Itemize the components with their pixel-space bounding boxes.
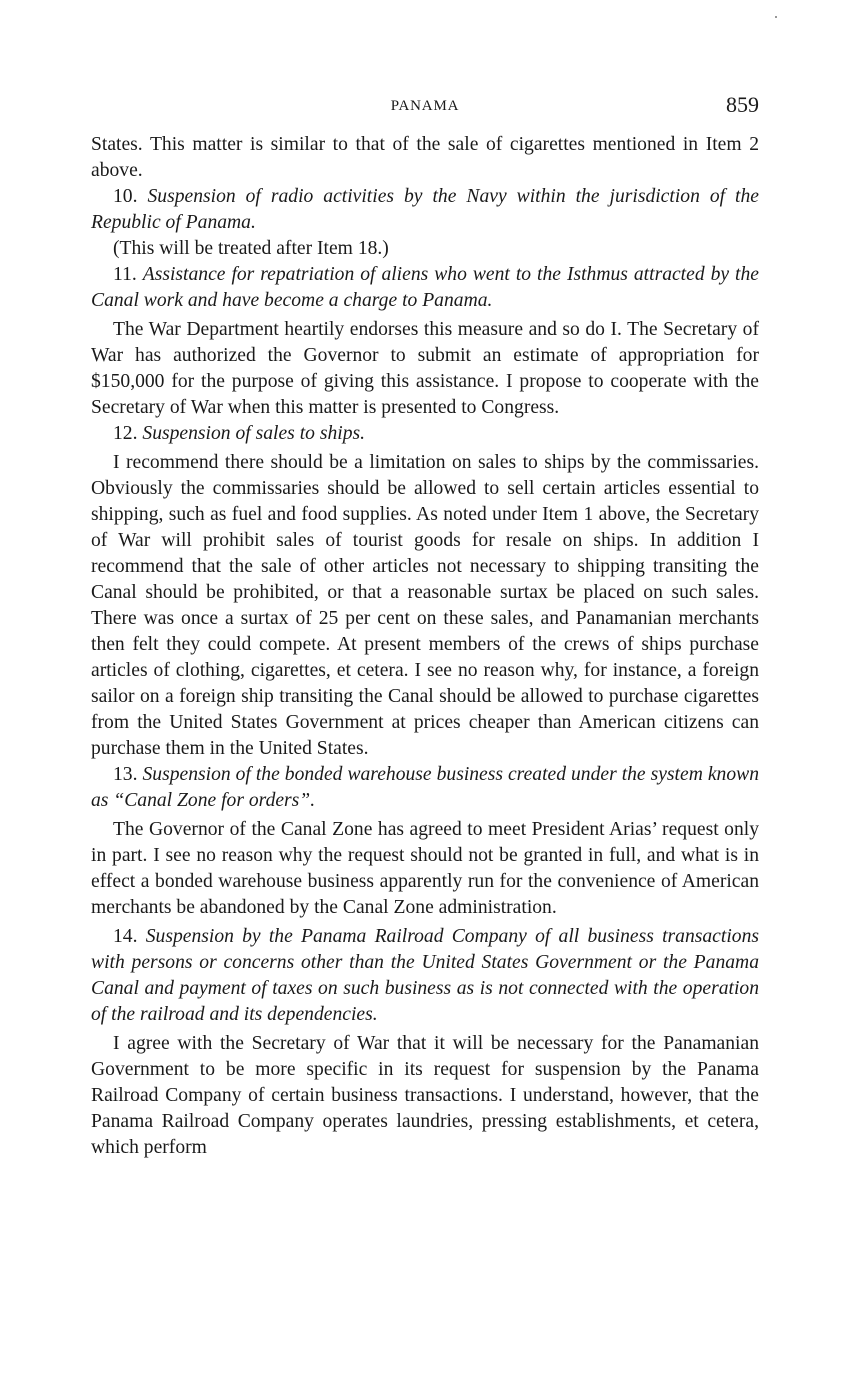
item-10-title: Suspension of radio activities by the Navy within the jurisdiction of the Republic of Panama. bbox=[91, 186, 759, 233]
item-14-paragraph: I agree with the Secretary of War that it will be necessary for the Panamanian Government to be more specific in its request for suspension by the Panama Railroad Company of certain business transactions. I understand, however, that the Panama Railroad Company operates laundries, pressing establishments, et cetera, which perform bbox=[91, 1033, 759, 1158]
item-14-number: 14. bbox=[113, 926, 138, 947]
item-10-note: (This will be treated after Item 18.) bbox=[113, 238, 389, 259]
scan-speck bbox=[775, 16, 777, 18]
item-13-paragraph: The Governor of the Canal Zone has agreed to meet President Arias’ request only in part. I see no reason why the request should not be granted in full, and what is in effect a bonded warehouse business apparently run for the convenience of American merchants be abandoned by the Canal Zone administration. bbox=[91, 819, 759, 918]
item-10-number: 10. bbox=[113, 186, 138, 207]
running-header bbox=[91, 92, 759, 124]
item-11-number: 11. bbox=[113, 264, 137, 285]
item-11-paragraph: The War Department heartily endorses this measure and so do I. The Secretary of War has authorized the Governor to submit an estimate of appropriation for $150,000 for the purpose of giving this assistance. I propose to cooperate with the Secretary of War when this matter is presented to Congress. bbox=[91, 319, 759, 418]
document-body bbox=[91, 132, 759, 1161]
item-12-heading bbox=[91, 421, 759, 447]
item-10-heading bbox=[91, 184, 759, 236]
item-11-title: Assistance for repatriation of aliens who went to the Isthmus attracted by the Canal work and have become a charge to Panama. bbox=[91, 264, 759, 311]
item-12-number: 12. bbox=[113, 423, 138, 444]
document-page bbox=[91, 92, 759, 1161]
running-title: PANAMA bbox=[390, 98, 460, 114]
item-14-title: Suspension by the Panama Railroad Company of all business transactions with persons or concerns other than the United States Government or the Panama Canal and payment of taxes on such business as is not connected with the operation of the railroad and its dependencies. bbox=[91, 926, 759, 1025]
item-13-heading bbox=[91, 762, 759, 814]
page-number: 859 bbox=[726, 92, 759, 117]
item-11-heading bbox=[91, 262, 759, 314]
item-13-number: 13. bbox=[113, 764, 138, 785]
item-13-title: Suspension of the bonded warehouse business created under the system known as “Canal Zone for orders”. bbox=[91, 764, 759, 811]
continuation-paragraph: States. This matter is similar to that of the sale of cigarettes mentioned in Item 2 above. bbox=[91, 134, 759, 181]
item-12-title: Suspension of sales to ships. bbox=[142, 423, 366, 444]
item-14-heading bbox=[91, 924, 759, 1028]
item-12-paragraph: I recommend there should be a limitation on sales to ships by the commissaries. Obviously the commissaries should be allowed to sell certain articles essential to shipping, such as fuel and food supplies. As noted under Item 1 above, the Secretary of War will prohibit sales of tourist goods for resale on ships. In addition I recommend that the sale of other articles not necessary to shipping transiting the Canal should be prohibited, or that a reasonable surtax be placed on such sales. There was once a surtax of 25 per cent on these sales, and Panamanian merchants then felt they could compete. At present members of the crews of ships purchase articles of clothing, cigarettes, et cetera. I see no reason why, for instance, a foreign sailor on a foreign ship transiting the Canal should be allowed to purchase cigarettes from the United States Government at prices cheaper than American citizens can purchase them in the United States. bbox=[91, 452, 759, 759]
